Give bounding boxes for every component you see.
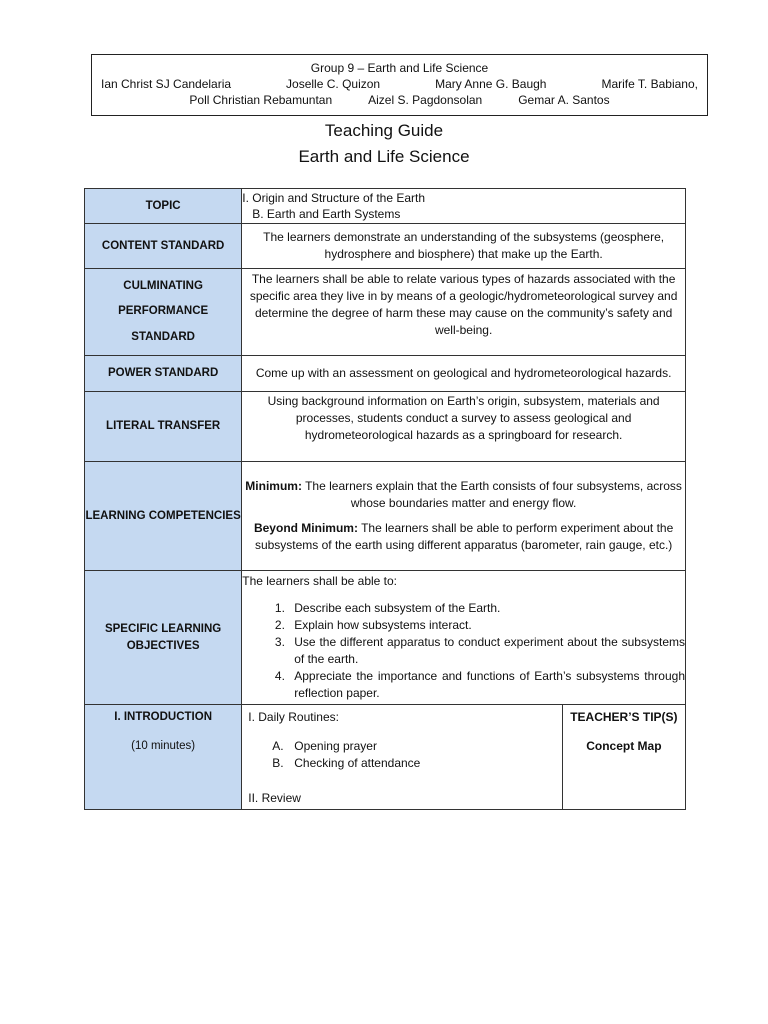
document-subtitle: Earth and Life Science <box>298 147 470 166</box>
table-row-introduction <box>85 705 686 810</box>
teaching-guide-table <box>84 188 686 810</box>
row-content: The learners shall be able to relate various types of hazards associated with the specific area they live in by means of a geologic/hydrometeorological survey and determine the degree of harm these may cause on the community’s safety and well-being. <box>242 269 686 356</box>
row-label <box>85 705 242 810</box>
introduction-duration: (10 minutes) <box>131 740 196 752</box>
beyond-label: Beyond Minimum: <box>253 521 358 535</box>
row-label: LEARNING COMPETENCIES <box>85 462 242 571</box>
topic-line: B. Earth and Earth Systems <box>252 207 401 221</box>
teacher-tips-value: Concept Map <box>586 739 662 753</box>
beyond-text: The learners shall be able to perform experiment about the subsystems of the earth using different apparatus (barometer, rain gauge, etc.) <box>254 521 674 552</box>
row-label: CONTENT STANDARD <box>85 224 242 269</box>
table-row-topic <box>85 189 686 224</box>
group-header <box>91 54 708 116</box>
member-name: Aizel S. Pagdonsolan <box>368 93 483 107</box>
table-row-learning-competencies <box>85 462 686 571</box>
minimum-label: Minimum: <box>245 479 302 493</box>
topic-line: I. Origin and Structure of the Earth <box>242 191 426 205</box>
introduction-label: I. INTRODUCTION <box>114 711 212 723</box>
row-content <box>242 705 563 810</box>
row-content: The learners demonstrate an understanding of the subsystems (geosphere, hydrosphere and biosphere) that make up the Earth. <box>242 224 686 269</box>
row-label: SPECIFIC LEARNING OBJECTIVES <box>85 571 242 705</box>
row-label: LITERAL TRANSFER <box>85 392 242 462</box>
row-content <box>242 189 686 224</box>
member-name: Marife T. Babiano, <box>601 77 698 91</box>
row-content: Using background information on Earth’s origin, subsystem, materials and processes, students conduct a survey to assess geological and hydrometeorological hazards as a springboard for research. <box>242 392 686 462</box>
member-name: Ian Christ SJ Candelaria <box>101 77 232 91</box>
list-marker: A. <box>272 739 284 753</box>
row-content: Come up with an assessment on geological and hydrometeorological hazards. <box>242 356 686 392</box>
list-marker: B. <box>272 756 284 770</box>
row-label: TOPIC <box>85 189 242 224</box>
list-item: 3. Use the different apparatus to conduct experiment about the subsystems of the earth. <box>288 634 685 668</box>
teacher-tips-cell <box>562 705 685 810</box>
teacher-tips-label: TEACHER’S TIP(S) <box>570 710 678 724</box>
review-heading: II. Review <box>248 791 301 805</box>
routine-list <box>248 738 556 772</box>
label-line: CULMINATING <box>123 279 203 292</box>
label-line: PERFORMANCE <box>118 305 209 318</box>
table-row-power-standard <box>85 356 686 392</box>
table-row-literal-transfer <box>85 392 686 462</box>
row-label: POWER STANDARD <box>85 356 242 392</box>
member-name: Gemar A. Santos <box>518 93 610 107</box>
table-row-content-standard <box>85 224 686 269</box>
list-item: 4. Appreciate the importance and functions of Earth’s subsystems through reflection paper. <box>288 668 685 702</box>
list-item <box>272 738 556 755</box>
objectives-list <box>242 600 685 702</box>
table-row-objectives <box>85 571 686 705</box>
members-row-2 <box>92 92 707 108</box>
member-name: Mary Anne G. Baugh <box>435 77 547 91</box>
member-name: Joselle C. Quizon <box>286 77 381 91</box>
list-text: Opening prayer <box>294 739 377 753</box>
list-item: 2. Explain how subsystems interact. <box>288 617 685 634</box>
list-text: Checking of attendance <box>294 756 421 770</box>
table-row-culminating <box>85 269 686 356</box>
minimum-text: The learners explain that the Earth consists of four subsystems, across whose boundaries matter and energy flow. <box>301 479 682 510</box>
row-label <box>85 269 242 356</box>
objectives-intro: The learners shall be able to: <box>242 574 398 588</box>
list-item: 1. Describe each subsystem of the Earth. <box>288 600 685 617</box>
beyond-minimum-competency <box>242 520 685 554</box>
member-name: Poll Christian Rebamuntan <box>189 93 333 107</box>
document-title: Teaching Guide <box>324 121 444 140</box>
label-line: STANDARD <box>131 330 195 343</box>
daily-routines-heading: I. Daily Routines: <box>248 710 339 724</box>
minimum-competency <box>242 478 685 512</box>
list-item <box>272 755 556 772</box>
members-row-1 <box>92 76 707 92</box>
row-content <box>242 462 686 571</box>
group-title: Group 9 – Earth and Life Science <box>310 61 489 75</box>
row-content <box>242 571 686 705</box>
